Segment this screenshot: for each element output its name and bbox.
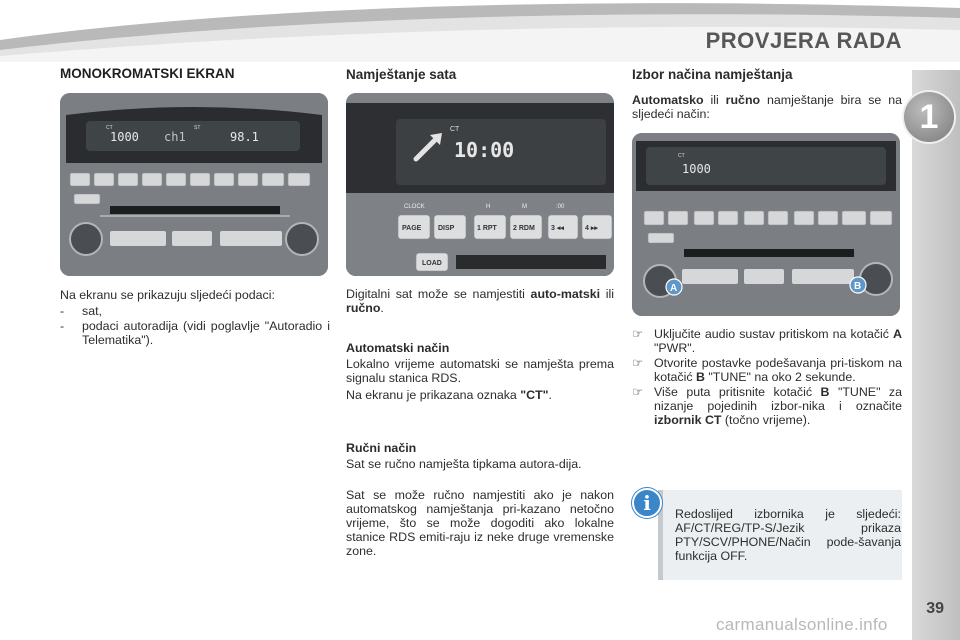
page-header: [0, 0, 960, 62]
auto-mode-text: Lokalno vrijeme automatski se namješta prema signalu stanica RDS.: [346, 357, 614, 385]
display-ct-1: CT: [106, 125, 113, 131]
auto-mode-title: Automatski način: [346, 341, 450, 355]
radio-photo-3: [632, 133, 900, 316]
svg-text:1 RPT: 1 RPT: [477, 225, 497, 232]
hand-pointer-icon: ☞: [632, 327, 644, 341]
display-ct-2: CT: [450, 126, 460, 133]
svg-text:3 ◂◂: 3 ◂◂: [551, 225, 564, 232]
col1-intro: Na ekranu se prikazuju sljedeći podaci:: [60, 288, 275, 302]
svg-text:H: H: [486, 204, 491, 210]
manual-mode-text2: Sat se može ručno namjestiti ako je nakon automatskog namještanja pri-kazano netočno vrijeme, što se može dogoditi ako lokalne stanice RDS emiti-raju iz neke druge vremenske zone.: [346, 488, 614, 558]
info-text: Redoslijed izbornika je sljedeći: AF/CT/REG/TP-S/Jezik prikaza PTY/SCV/PHONE/Način pode-šavanja funkcija OFF.: [675, 507, 901, 563]
radio-photo-2: [346, 93, 614, 276]
chapter-badge: 1: [904, 92, 954, 142]
list-item: - podaci autoradija (vidi poglavlje "Autoradio i Telematika").: [60, 319, 330, 347]
heading-monokromatski: MONOKROMATSKI EKRAN: [60, 66, 235, 81]
info-box: [658, 490, 902, 580]
display-time-2: 10:00: [454, 138, 515, 162]
list-item: ☞ Više puta pritisnite kotačić B "TUNE" za nizanje pojedinih izbor-nika i označite izbornik CT (točno vrijeme).: [632, 385, 903, 427]
svg-text:DISP: DISP: [438, 225, 455, 232]
display-time-1: 1000: [110, 130, 139, 144]
svg-text:M: M: [522, 204, 527, 210]
col3-intro: Automatsko ili ručno namještanje bira se na sljedeći način:: [632, 93, 902, 121]
col3-steps: [632, 327, 902, 428]
svg-text:PAGE: PAGE: [402, 225, 422, 232]
watermark: carmanualsonline.info: [716, 615, 888, 634]
side-tab: [912, 70, 960, 640]
display-freq-1: 98.1: [230, 130, 259, 144]
svg-text:LOAD: LOAD: [422, 260, 442, 267]
display-time-3: 1000: [682, 162, 711, 176]
display-ch-1: ch1: [164, 130, 186, 144]
info-icon: i: [632, 488, 662, 518]
display-ct-3: CT: [678, 153, 685, 159]
list-item: ☞ Otvorite postavke podešavanja pri-tiskom na kotačić B "TUNE" na oko 2 sekunde.: [632, 356, 902, 384]
col1-list: [60, 304, 330, 348]
manual-mode-text: Sat se ručno namješta tipkama autora-dija.: [346, 457, 582, 471]
svg-text:B: B: [854, 281, 862, 292]
manual-mode-title: Ručni način: [346, 441, 417, 455]
hand-pointer-icon: ☞: [632, 385, 644, 399]
svg-text:4 ▸▸: 4 ▸▸: [585, 225, 598, 232]
radio-photo-1: [60, 93, 328, 276]
heading-namjestanje-sata: Namještanje sata: [346, 67, 457, 82]
heading-izbor-nacina: Izbor načina namještanja: [632, 67, 793, 82]
list-item: ☞ Uključite audio sustav pritiskom na kotačić A "PWR".: [632, 327, 902, 355]
page-title: PROVJERA RADA: [705, 28, 902, 53]
list-item: - sat,: [60, 304, 102, 318]
hand-pointer-icon: ☞: [632, 356, 644, 370]
display-st-1: ST: [194, 125, 201, 131]
svg-text:A: A: [670, 283, 678, 294]
svg-text::00: :00: [556, 204, 565, 210]
page-number: 39: [926, 600, 944, 617]
svg-text:CLOCK: CLOCK: [404, 204, 425, 210]
col2-intro: Digitalni sat može se namjestiti auto-matski ili ručno.: [346, 287, 614, 315]
auto-mode-text2: Na ekranu je prikazana oznaka "CT".: [346, 388, 552, 402]
svg-text:2 RDM: 2 RDM: [513, 225, 535, 232]
